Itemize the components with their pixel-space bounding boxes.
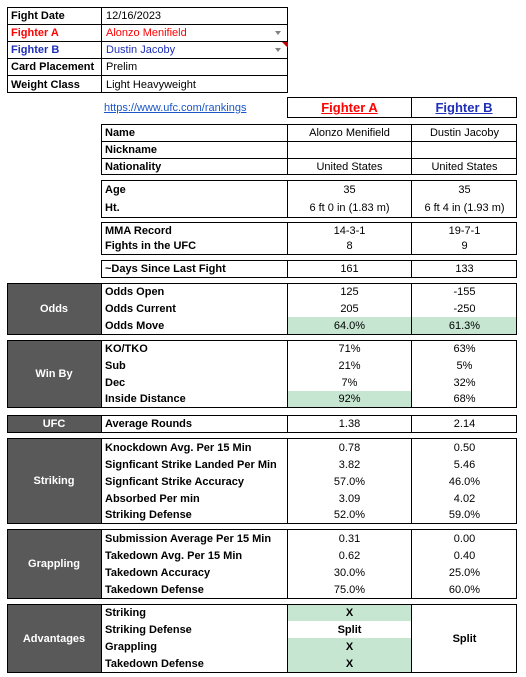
fighter-b-takedown-accuracy: 25.0% — [448, 566, 481, 579]
age-label: Age — [105, 183, 126, 196]
fighter-a-inside-distance: 92% — [338, 393, 361, 405]
fighter-a-sub: 21% — [338, 359, 361, 372]
fighter-b-odds-move: 61.3% — [448, 319, 481, 332]
fighter-b-days: 133 — [455, 263, 474, 275]
fighter-a-dec: 7% — [341, 376, 358, 389]
fighter-a-record: 14-3-1 — [333, 224, 366, 237]
absorbed-per-min-label: Absorbed Per min — [105, 492, 200, 505]
fighter-a-knockdown-avg: 0.78 — [338, 441, 361, 454]
fighter-a-average-rounds: 1.38 — [338, 418, 361, 430]
fighter-b-ko-tko: 63% — [453, 343, 476, 355]
fighter-a-height: 6 ft 0 in (1.83 m) — [309, 202, 390, 214]
nickname-label: Nickname — [105, 144, 157, 156]
sig-strike-landed-label: Signficant Strike Landed Per Min — [105, 458, 277, 471]
fighter-a-adv-takedown-defense: X — [345, 657, 354, 670]
fighter-b-nationality: United States — [431, 161, 498, 173]
fighter-a-ko-tko: 71% — [338, 343, 361, 355]
fighter-a-nationality: United States — [316, 161, 383, 173]
weight-class-label: Weight Class — [11, 78, 80, 91]
odds-category: Odds — [7, 283, 101, 335]
fighter-a-sig-strike-accuracy: 57.0% — [333, 475, 366, 488]
comment-indicator-icon — [282, 42, 288, 48]
fighter-a-ufc-fights: 8 — [346, 240, 353, 252]
fighter-b-ufc-fights: 9 — [461, 240, 468, 252]
adv-striking-defense-label: Striking Defense — [105, 623, 192, 636]
fighter-a-age: 35 — [343, 183, 356, 196]
fighter-b-sig-strike-landed: 5.46 — [453, 458, 476, 471]
fighter-a-adv-striking-defense: Split — [337, 623, 362, 636]
striking-category: Striking — [7, 438, 101, 524]
fighter-a-takedown-accuracy: 30.0% — [333, 566, 366, 579]
takedown-avg-label: Takedown Avg. Per 15 Min — [105, 549, 243, 562]
mma-record-label: MMA Record — [105, 224, 172, 237]
fighter-a-odds-open: 125 — [340, 286, 359, 298]
rankings-link[interactable]: https://www.ufc.com/rankings — [104, 101, 247, 114]
inside-distance-label: Inside Distance — [105, 393, 186, 405]
advantages-category: Advantages — [7, 604, 101, 673]
chevron-down-icon[interactable] — [275, 31, 281, 35]
adv-grappling-label: Grappling — [105, 640, 157, 653]
days-since-label: ~Days Since Last Fight — [105, 263, 226, 275]
fighter-b-striking-defense: 59.0% — [448, 509, 481, 521]
fighter-a-days: 161 — [340, 263, 359, 275]
fighter-a-takedown-defense: 75.0% — [333, 583, 366, 596]
fighter-a-adv-grappling: X — [345, 640, 354, 653]
fighter-a-submission-avg: 0.31 — [338, 532, 361, 545]
fighter-b-header: Fighter B — [411, 97, 517, 118]
fighter-b-nickname — [412, 142, 517, 158]
fighter-a-label: Fighter A — [11, 27, 59, 39]
fighter-a-sig-strike-landed: 3.82 — [338, 458, 361, 471]
fighter-b-select[interactable]: Dustin Jacoby — [106, 44, 176, 56]
fighter-b-inside-distance: 68% — [453, 393, 476, 405]
dec-label: Dec — [105, 376, 126, 389]
submission-avg-label: Submission Average Per 15 Min — [105, 532, 272, 545]
fighter-b-absorbed-per-min: 4.02 — [453, 492, 476, 505]
striking-defense-label: Striking Defense — [105, 509, 192, 521]
fighter-b-advantages: Split — [452, 632, 477, 645]
fighter-b-takedown-defense: 60.0% — [448, 583, 481, 596]
fighter-b-submission-avg: 0.00 — [453, 532, 476, 545]
fighter-b-height: 6 ft 4 in (1.93 m) — [424, 202, 505, 214]
takedown-accuracy-label: Takedown Accuracy — [105, 566, 211, 579]
adv-takedown-defense-label: Takedown Defense — [105, 657, 204, 670]
fighter-b-sig-strike-accuracy: 46.0% — [448, 475, 481, 488]
grappling-category: Grappling — [7, 529, 101, 599]
ko-tko-label: KO/TKO — [105, 343, 148, 355]
win-by-category: Win By — [7, 340, 101, 408]
fighter-b-takedown-avg: 0.40 — [453, 549, 476, 562]
adv-striking-label: Striking — [105, 607, 146, 619]
fighter-a-name: Alonzo Menifield — [309, 127, 390, 139]
takedown-defense-label: Takedown Defense — [105, 583, 204, 596]
chevron-down-icon[interactable] — [275, 48, 281, 52]
ufc-fights-label: Fights in the UFC — [105, 240, 197, 252]
fighter-a-header: Fighter A — [287, 97, 412, 118]
weight-class-value[interactable]: Light Heavyweight — [106, 78, 196, 91]
fight-date-label: Fight Date — [11, 10, 65, 22]
fighter-b-label: Fighter B — [11, 44, 60, 56]
sub-label: Sub — [105, 359, 126, 372]
card-placement-label: Card Placement — [11, 61, 95, 73]
fighter-a-striking-defense: 52.0% — [333, 509, 366, 521]
nationality-label: Nationality — [105, 161, 162, 173]
fighter-b-record: 19-7-1 — [448, 224, 481, 237]
sig-strike-accuracy-label: Signficant Strike Accuracy — [105, 475, 244, 488]
fighter-a-odds-move: 64.0% — [333, 319, 366, 332]
card-placement-value[interactable]: Prelim — [106, 61, 138, 73]
odds-open-label: Odds Open — [105, 286, 165, 298]
fighter-b-age: 35 — [458, 183, 471, 196]
fighter-b-odds-current: -250 — [453, 302, 476, 315]
fighter-a-select[interactable]: Alonzo Menifield — [106, 27, 187, 39]
ufc-category: UFC — [7, 415, 101, 433]
average-rounds-label: Average Rounds — [105, 418, 193, 430]
fighter-b-name: Dustin Jacoby — [429, 127, 500, 139]
fighter-a-takedown-avg: 0.62 — [338, 549, 361, 562]
fighter-a-odds-current: 205 — [340, 302, 359, 315]
knockdown-avg-label: Knockdown Avg. Per 15 Min — [105, 441, 252, 454]
fighter-a-adv-striking: X — [345, 607, 354, 619]
odds-current-label: Odds Current — [105, 302, 176, 315]
fighter-a-nickname — [288, 142, 411, 158]
odds-move-label: Odds Move — [105, 319, 165, 332]
fighter-b-knockdown-avg: 0.50 — [453, 441, 476, 454]
height-label: Ht. — [105, 202, 120, 214]
fighter-a-absorbed-per-min: 3.09 — [338, 492, 361, 505]
fighter-b-odds-open: -155 — [453, 286, 476, 298]
fighter-b-sub: 5% — [456, 359, 473, 372]
name-label: Name — [105, 127, 135, 139]
fighter-b-average-rounds: 2.14 — [453, 418, 476, 430]
fighter-b-dec: 32% — [453, 376, 476, 389]
fight-date-value[interactable]: 12/16/2023 — [106, 10, 162, 22]
